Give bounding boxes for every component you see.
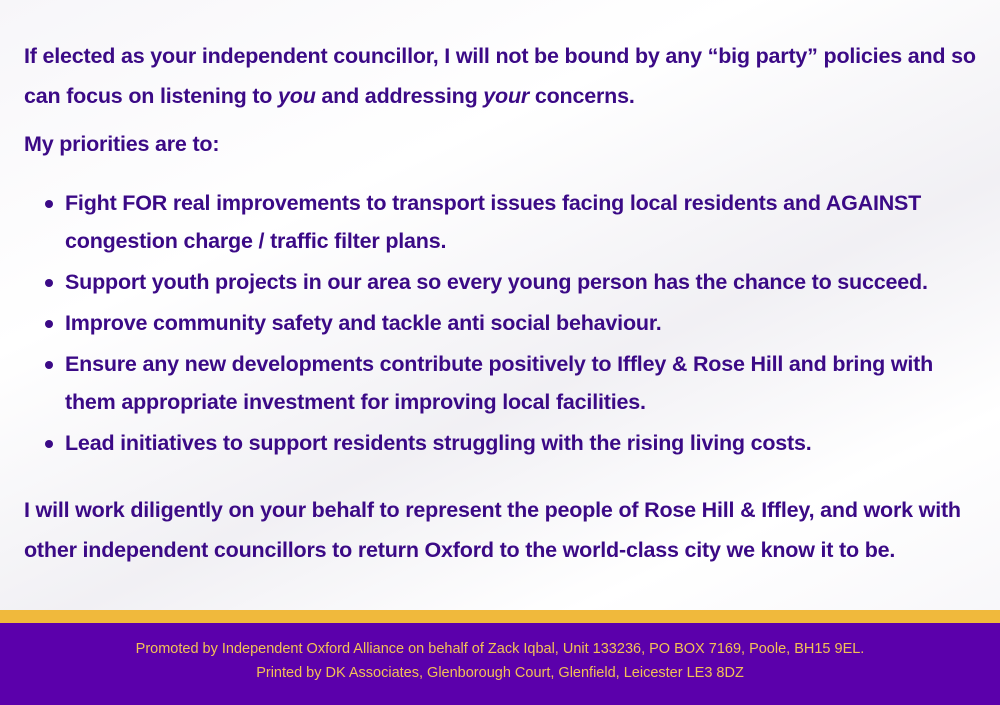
bullet-icon <box>45 200 53 208</box>
intro-paragraph <box>24 36 979 116</box>
priority-text: Lead initiatives to support residents struggling with the rising living costs. <box>65 431 812 455</box>
intro-emphasis-your: your <box>483 84 530 108</box>
imprint-printed-by: Printed by DK Associates, Glenborough Court, Glenfield, Leicester LE3 8DZ <box>256 665 744 681</box>
closing-paragraph: I will work diligently on your behalf to represent the people of Rose Hill & Iffley, and work with other independent councillors to return Oxford to the world-class city we know it to be. <box>24 498 961 562</box>
priority-item <box>65 184 979 260</box>
priority-text: Improve community safety and tackle anti social behaviour. <box>65 311 662 335</box>
priority-item <box>65 424 979 462</box>
footer-stripe <box>0 610 1000 623</box>
bullet-icon <box>45 320 53 328</box>
priority-item <box>65 304 979 342</box>
intro-text-3: concerns. <box>529 84 635 108</box>
imprint-promoted-by: Promoted by Independent Oxford Alliance on behalf of Zack Iqbal, Unit 133236, PO BOX 7169, Poole, BH15 9EL. <box>135 641 865 657</box>
priorities-heading: My priorities are to: <box>24 132 220 156</box>
leaflet-body <box>24 36 979 570</box>
priority-text: Support youth projects in our area so every young person has the chance to succeed. <box>65 270 928 294</box>
priority-item <box>65 345 979 421</box>
priority-text: Fight FOR real improvements to transport issues facing local residents and AGAINST congestion charge / traffic filter plans. <box>65 191 922 253</box>
bullet-icon <box>45 361 53 369</box>
priorities-list <box>24 184 979 462</box>
priority-text: Ensure any new developments contribute positively to Iffley & Rose Hill and bring with them appropriate investment for improving local facilities. <box>65 352 934 414</box>
imprint-footer <box>0 623 1000 705</box>
intro-emphasis-you: you <box>278 84 316 108</box>
intro-text-1: If elected as your independent councillor, I will not be bound by any “big party” policies and so can focus on listening to <box>24 44 976 108</box>
bullet-icon <box>45 279 53 287</box>
priority-item <box>65 263 979 301</box>
bullet-icon <box>45 440 53 448</box>
intro-text-2: and addressing <box>315 84 484 108</box>
